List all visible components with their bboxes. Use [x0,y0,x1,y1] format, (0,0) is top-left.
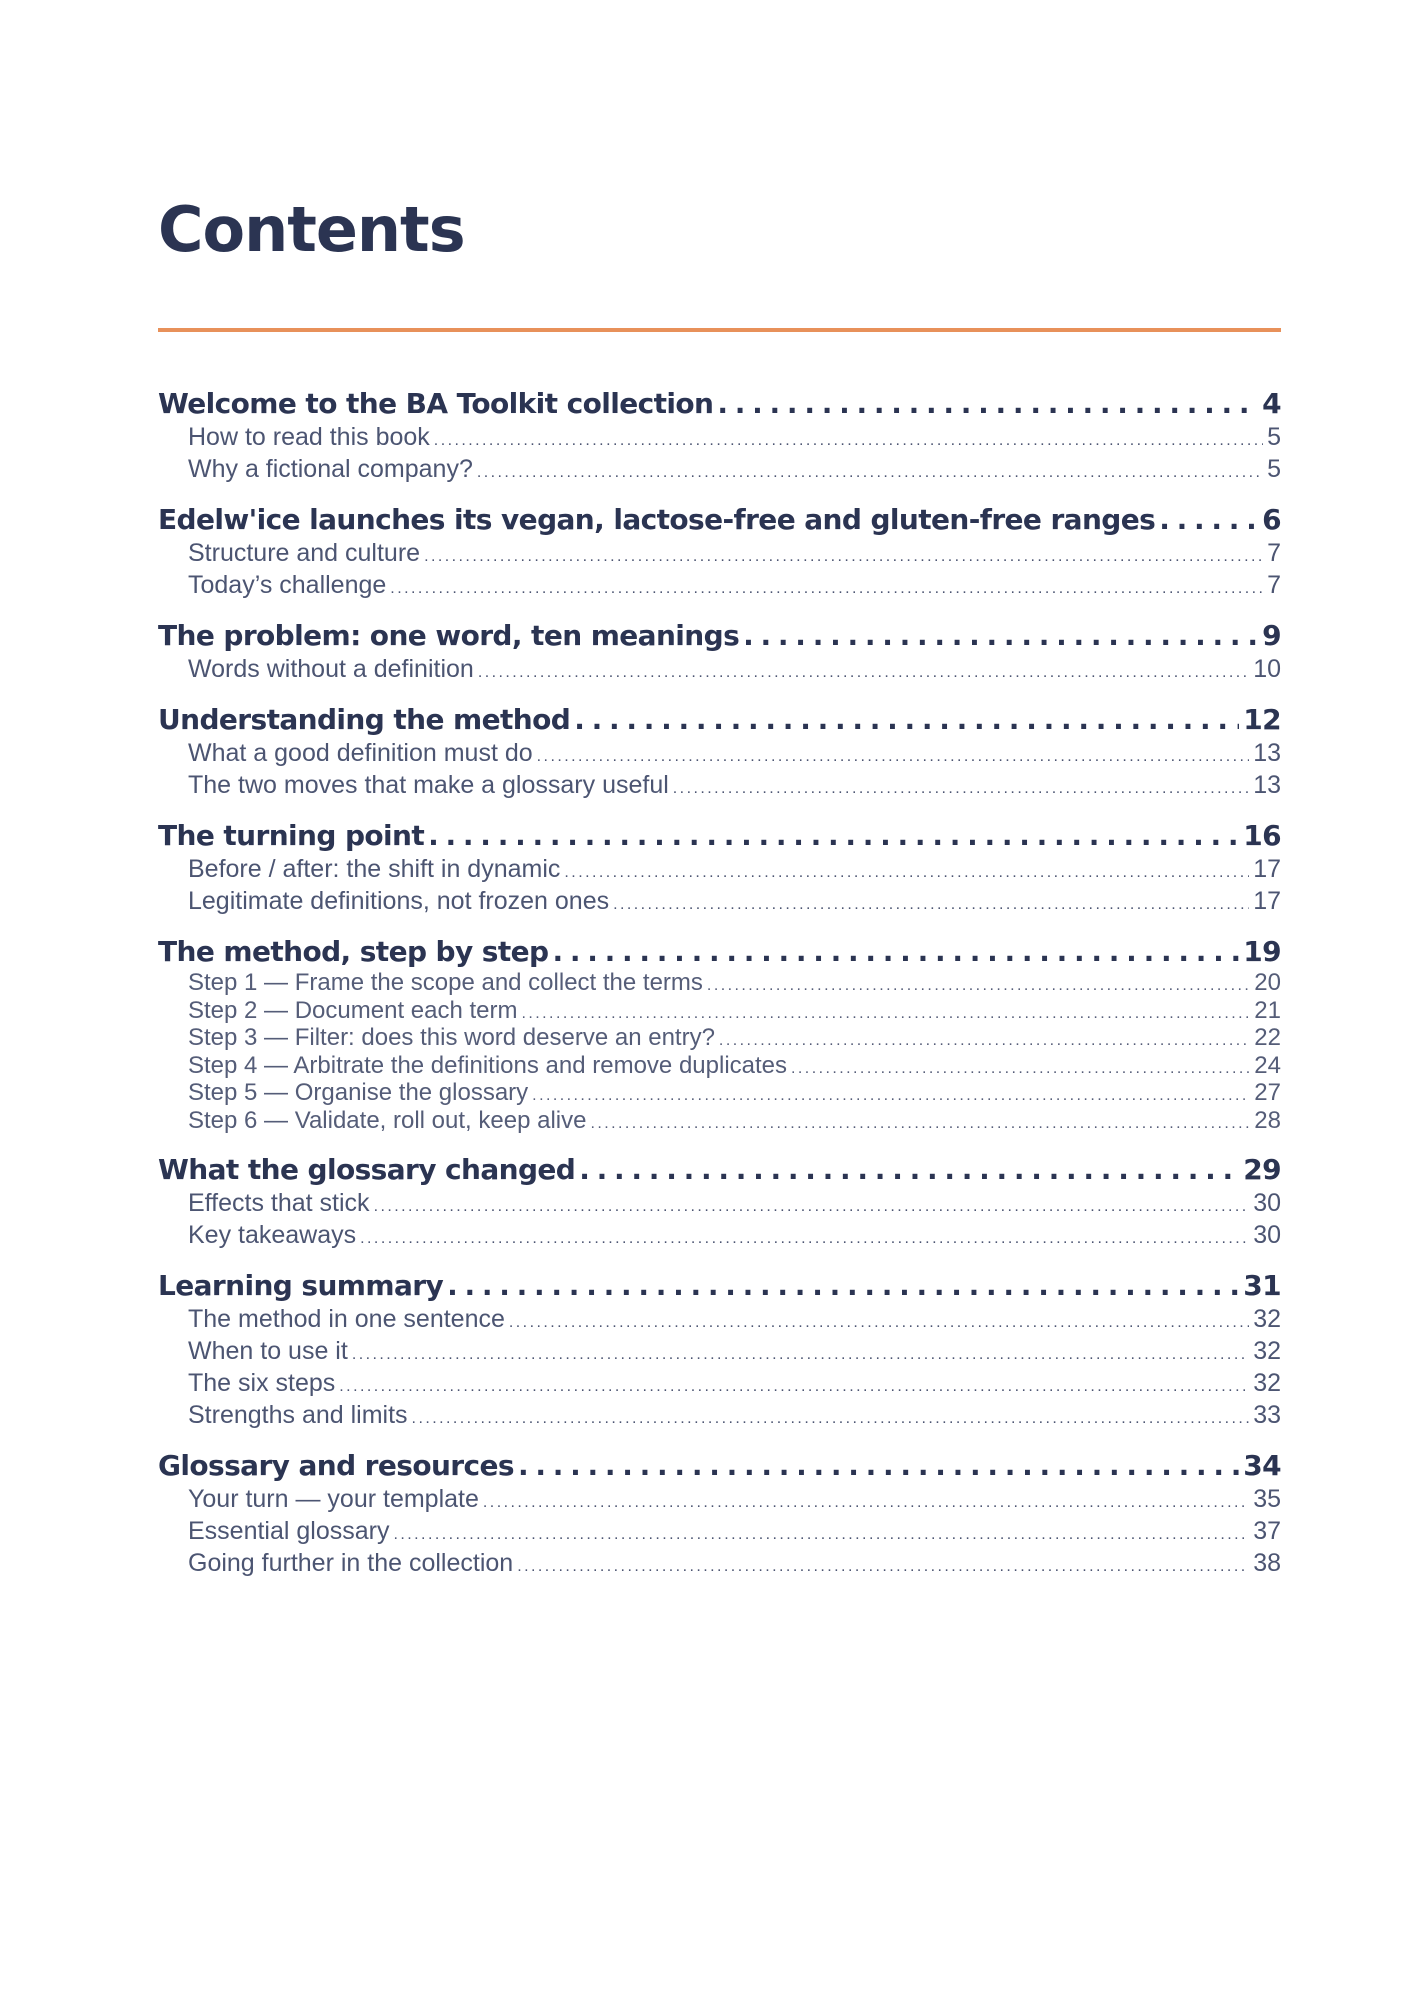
dot-leader [791,1054,1250,1082]
toc-chapter-title: The problem: one word, ten meanings [158,619,740,652]
dot-leader [1159,501,1258,539]
toc-section [158,817,1281,919]
toc-chapter-entry[interactable] [158,1151,1281,1189]
toc-subsection-entry[interactable] [158,1221,1281,1253]
toc-subsection-page: 32 [1253,1336,1281,1365]
toc-subsection-entry[interactable] [158,1517,1281,1549]
toc-chapter-entry[interactable] [158,1447,1281,1485]
dot-leader [477,455,1263,487]
toc-subsection-title: When to use it [188,1336,348,1365]
toc-subsection-title: Essential glossary [188,1516,390,1545]
dot-leader [412,1401,1250,1433]
toc-subsection-title: Step 4 — Arbitrate the definitions and remove duplicates [188,1053,788,1079]
toc-subsection-title: Step 2 — Document each term [188,998,518,1024]
toc-section [158,617,1281,687]
toc-chapter-entry[interactable] [158,1267,1281,1305]
dot-leader [590,1109,1250,1137]
toc-subsection-page: 30 [1253,1188,1281,1217]
toc-subsection-title: Strengths and limits [188,1400,408,1429]
toc-subsection-entry[interactable] [158,539,1281,571]
toc-chapter-title: Welcome to the BA Toolkit collection [158,387,714,420]
toc-section [158,501,1281,603]
toc-subsection-title: The six steps [188,1368,336,1397]
toc-subsection-title: Before / after: the shift in dynamic [188,855,561,883]
toc-subsection-page: 24 [1254,1053,1281,1079]
toc-subsection-page: 28 [1254,1108,1281,1134]
toc-chapter-page: 34 [1243,1448,1281,1482]
dot-leader [613,887,1249,919]
dot-leader [564,855,1249,887]
toc-subsection-entry[interactable] [158,739,1281,771]
toc-subsection-page: 20 [1254,971,1281,996]
toc-subsection-page: 17 [1253,855,1281,883]
toc-subsection-entry[interactable] [158,999,1281,1027]
toc-subsection-page: 30 [1253,1220,1281,1249]
toc-subsection-title: Words without a definition [188,655,474,683]
dot-leader [717,385,1258,423]
toc-chapter-entry[interactable] [158,501,1281,539]
dot-leader [428,817,1239,855]
toc-chapter-title: The method, step by step [158,935,549,968]
toc-subsection-page: 32 [1253,1368,1281,1397]
dot-leader [360,1221,1249,1253]
toc-subsection-page: 27 [1254,1081,1281,1107]
toc-section [158,701,1281,803]
dot-leader [352,1337,1249,1369]
toc-chapter-entry[interactable] [158,701,1281,739]
toc-chapter-page: 19 [1243,935,1281,968]
toc-subsection-title: Step 3 — Filter: does this word deserve an entry? [188,1026,715,1052]
toc-chapter-entry[interactable] [158,385,1281,423]
toc-subsection-entry[interactable] [158,423,1281,455]
toc-subsection-entry[interactable] [158,771,1281,803]
dot-leader [390,571,1263,603]
toc-subsection-page: 5 [1267,455,1281,483]
toc-subsection-entry[interactable] [158,455,1281,487]
dot-leader [719,1026,1250,1054]
toc-subsection-entry[interactable] [158,1337,1281,1369]
dot-leader [509,1305,1249,1337]
toc-subsection-page: 32 [1253,1304,1281,1333]
toc-chapter-title: The turning point [158,819,425,852]
dot-leader [517,1549,1249,1581]
dot-leader [424,539,1263,571]
dot-leader [552,933,1239,971]
toc-subsection-page: 13 [1253,771,1281,799]
toc-chapter-entry[interactable] [158,817,1281,855]
toc-subsection-title: How to read this book [188,423,430,451]
toc-subsection-title: Step 1 — Frame the scope and collect the terms [188,971,703,996]
toc-subsection-page: 37 [1253,1516,1281,1545]
toc-subsection-entry[interactable] [158,1054,1281,1082]
toc-section [158,385,1281,487]
toc-chapter-page: 4 [1262,387,1281,420]
dot-leader [521,999,1250,1027]
toc-subsection-entry[interactable] [158,855,1281,887]
toc-subsection-page: 22 [1254,1026,1281,1052]
dot-leader [518,1447,1239,1485]
toc-subsection-page: 5 [1267,423,1281,451]
toc-section [158,1151,1281,1253]
toc-chapter-page: 16 [1243,819,1281,852]
toc-subsection-title: Why a fictional company? [188,455,473,483]
toc-subsection-entry[interactable] [158,1369,1281,1401]
table-of-contents [158,385,1281,1595]
toc-subsection-entry[interactable] [158,1189,1281,1221]
toc-chapter-title: Understanding the method [158,703,571,736]
toc-subsection-page: 35 [1253,1484,1281,1513]
toc-subsection-entry[interactable] [158,1109,1281,1137]
toc-subsection-title: The method in one sentence [188,1304,505,1333]
dot-leader [483,1485,1249,1517]
dot-leader [447,1267,1239,1305]
toc-chapter-title: Edelw'ice launches its vegan, lactose-free and gluten-free ranges [158,503,1156,536]
toc-subsection-title: Effects that stick [188,1188,370,1217]
toc-subsection-page: 38 [1253,1548,1281,1577]
dot-leader [478,655,1249,687]
toc-subsection-title: The two moves that make a glossary useful [188,771,669,799]
toc-chapter-page: 31 [1243,1268,1281,1302]
toc-section [158,1447,1281,1581]
dot-leader [707,971,1250,999]
toc-chapter-entry[interactable] [158,617,1281,655]
dot-leader [579,1151,1239,1189]
toc-subsection-page: 17 [1253,887,1281,915]
dot-leader [574,701,1239,739]
dot-leader [339,1369,1249,1401]
dot-leader [393,1517,1249,1549]
toc-subsection-title: Legitimate definitions, not frozen ones [188,887,610,915]
toc-chapter-entry[interactable] [158,933,1281,971]
toc-subsection-title: Step 5 — Organise the glossary [188,1081,529,1107]
toc-chapter-page: 6 [1262,503,1281,536]
toc-subsection-title: Structure and culture [188,539,421,567]
toc-subsection-entry[interactable] [158,655,1281,687]
toc-chapter-page: 12 [1243,703,1281,736]
toc-subsection-entry[interactable] [158,571,1281,603]
dot-leader [532,1081,1250,1109]
toc-subsection-page: 21 [1254,998,1281,1024]
toc-subsection-entry[interactable] [158,1305,1281,1337]
dot-leader [374,1189,1250,1221]
toc-subsection-page: 10 [1253,655,1281,683]
dot-leader [537,739,1250,771]
toc-subsection-title: Key takeaways [188,1220,357,1249]
toc-subsection-entry[interactable] [158,1485,1281,1517]
toc-subsection-entry[interactable] [158,1026,1281,1054]
page-title: Contents [158,193,465,266]
toc-chapter-title: What the glossary changed [158,1152,576,1186]
toc-subsection-title: Step 6 — Validate, roll out, keep alive [188,1108,587,1134]
toc-subsection-page: 13 [1253,739,1281,767]
toc-section [158,933,1281,1137]
dot-leader [743,617,1258,655]
toc-subsection-entry[interactable] [158,1401,1281,1433]
toc-section [158,1267,1281,1433]
toc-subsection-entry[interactable] [158,1081,1281,1109]
toc-subsection-title: Going further in the collection [188,1548,514,1577]
toc-subsection-title: What a good definition must do [188,739,533,767]
dot-leader [434,423,1263,455]
toc-chapter-page: 29 [1243,1152,1281,1186]
toc-subsection-page: 7 [1267,571,1281,599]
toc-subsection-page: 33 [1253,1400,1281,1429]
title-divider [158,328,1281,332]
toc-chapter-title: Learning summary [158,1268,444,1302]
toc-subsection-entry[interactable] [158,1549,1281,1581]
toc-subsection-title: Today’s challenge [188,571,387,599]
toc-subsection-page: 7 [1267,539,1281,567]
toc-chapter-title: Glossary and resources [158,1448,514,1482]
dot-leader [673,771,1249,803]
toc-subsection-title: Your turn — your template [188,1484,479,1513]
toc-subsection-entry[interactable] [158,971,1281,999]
toc-subsection-entry[interactable] [158,887,1281,919]
toc-chapter-page: 9 [1262,619,1281,652]
